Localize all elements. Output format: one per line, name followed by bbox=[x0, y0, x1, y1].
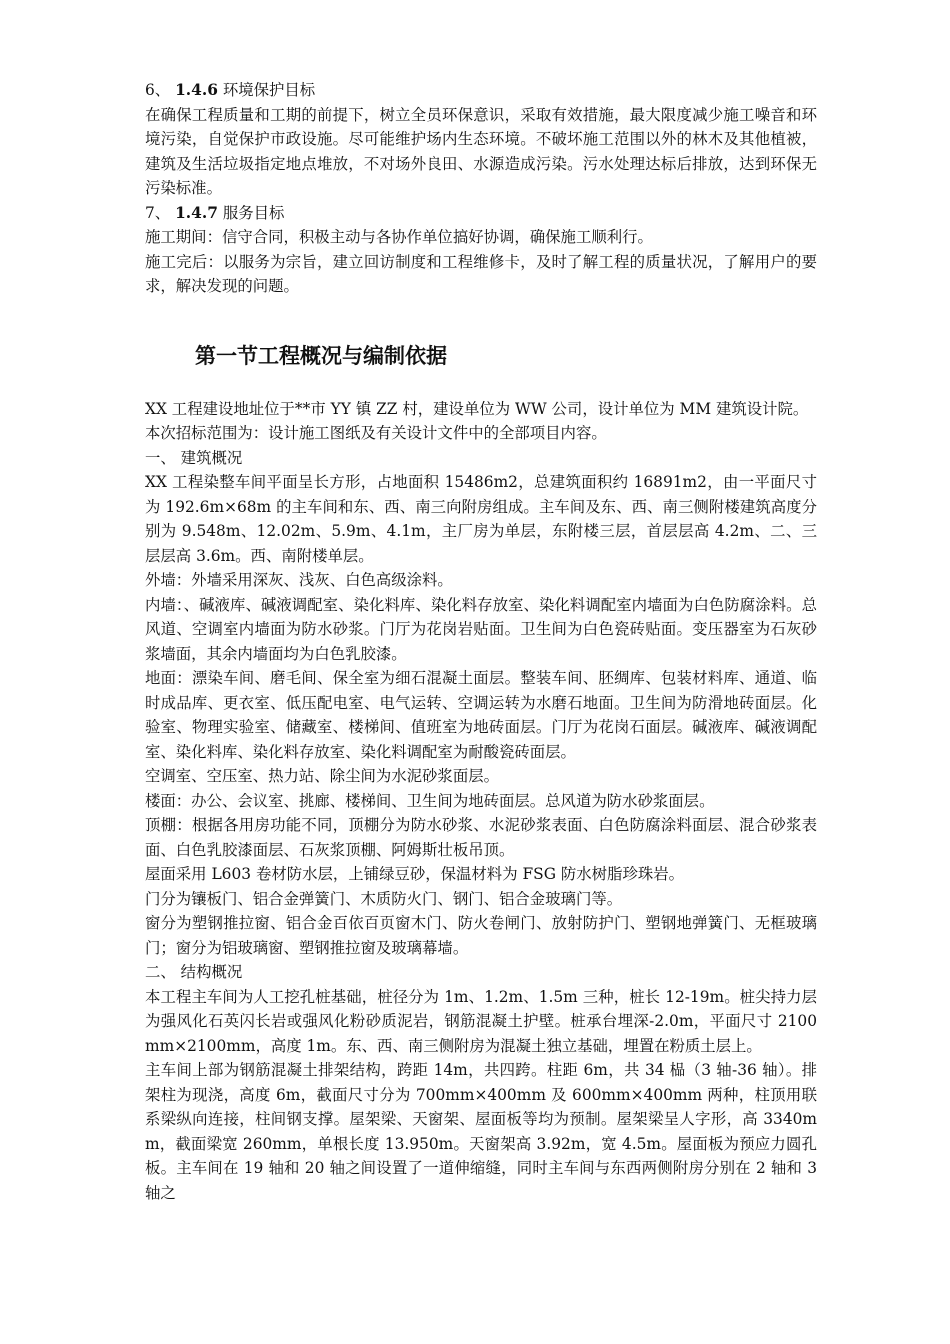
heading-number: 6、 bbox=[145, 81, 171, 99]
paragraph-location: XX 工程建设地址位于**市 YY 镇 ZZ 村，建设单位为 WW 公司，设计单位为 MM 建筑设计院。 bbox=[145, 399, 809, 418]
heading-number: 7、 bbox=[145, 203, 171, 222]
heading-1-4-6 bbox=[145, 78, 817, 103]
spacer bbox=[145, 299, 817, 341]
subheading-architecture: 一、 建筑概况 bbox=[145, 448, 243, 467]
paragraph-environment: 在确保工程质量和工期的前提下，树立全员环保意识，采取有效措施，最大限度减少施工噪音和环境污染，自觉保护市政设施。尽可能维护场内生态环境。不破坏施工范围以外的林木及其他植被，建筑及生活垃圾指定地点堆放，不对场外良田、水源造成污染。污水处理达标后排放，达到环保无污染标准。 bbox=[145, 105, 817, 197]
subheading-structure: 二、 结构概况 bbox=[145, 963, 243, 981]
paragraph-aircon-rooms: 空调室、空压室、热力站、除尘间为水泥砂浆面层。 bbox=[145, 767, 499, 785]
paragraph-roof: 屋面采用 L603 卷材防水层，上铺绿豆砂，保温材料为 FSG 防水树脂珍珠岩。 bbox=[145, 865, 685, 883]
heading-code: 1.4.7 bbox=[175, 203, 218, 222]
paragraph-service-during: 施工期间：信守合同，积极主动与各协作单位搞好协调，确保施工顺利行。 bbox=[145, 228, 653, 246]
paragraph-windows: 窗分为塑钢推拉窗、铝合金百依百页窗木门、防火卷闸门、放射防护门、塑钢地弹簧门、无框玻璃门；窗分为铝玻璃窗、塑钢推拉窗及玻璃幕墙。 bbox=[145, 914, 817, 957]
paragraph-scope: 本次招标范围为：设计施工图纸及有关设计文件中的全部项目内容。 bbox=[145, 424, 607, 442]
paragraph-superstructure: 主车间上部为钢筋混凝土排架结构，跨距 14m，共四跨。柱距 6m，共 34 榀（3 轴-36 轴）。排架柱为现浇，高度 6m，截面尺寸分为 700mm×400mm 及 600mm×400mm 两种，柱顶用联系梁纵向连接，柱间钢支撑。屋架梁、天窗架、屋面板等均为预制。屋架梁呈人字形，高 3340mm，截面梁宽 260mm，单根长度 13.950m。天窗架高 3.92m，宽 4.5m。屋面板为预应力圆孔板。主车间在 19 轴和 20 轴之间设置了一道伸缩缝，同时主车间与东西两侧附房分别在 2 轴和 3 轴之 bbox=[145, 1061, 817, 1202]
heading-title: 环境保护目标 bbox=[222, 81, 316, 99]
paragraph-doors: 门分为镶板门、铝合金弹簧门、木质防火门、钢门、铝合金玻璃门等。 bbox=[145, 889, 623, 908]
paragraph-outer-wall: 外墙：外墙采用深灰、浅灰、白色高级涂料。 bbox=[145, 571, 453, 589]
heading-code: 1.4.6 bbox=[175, 81, 218, 99]
paragraph-architecture: XX 工程染整车间平面呈长方形，占地面积 15486m2，总建筑面积约 16891m2，由一平面尺寸为 192.6m×68m 的主车间和东、西、南三向附房组成。主车间及东、西、南三侧附楼建筑高度分别为 9.548m、12.02m、5.9m、4.1m，主厂房为单层，东附楼三层，首层层高 4.2m、二、三层层高 3.6m。西、南附楼单层。 bbox=[145, 473, 817, 565]
paragraph-storey-floor: 楼面：办公、会议室、挑廊、楼梯间、卫生间为地砖面层。总风道为防水砂浆面层。 bbox=[145, 791, 715, 810]
paragraph-ceiling: 顶棚：根据各用房功能不同，顶棚分为防水砂浆、水泥砂浆表面、白色防腐涂料面层、混合砂浆表面、白色乳胶漆面层、石灰浆顶棚、阿姆斯壮板吊顶。 bbox=[145, 816, 817, 859]
section-title: 第一节工程概况与编制依据 bbox=[195, 343, 447, 368]
paragraph-inner-wall: 内墙：、碱液库、碱液调配室、染化料库、染化料存放室、染化料调配室内墙面为白色防腐涂料。总风道、空调室内墙面为防水砂浆。门厅为花岗岩贴面。卫生间为白色瓷砖贴面。变压器室为石灰砂浆墙面，其余内墙面均为白色乳胶漆。 bbox=[145, 595, 817, 663]
document-page bbox=[145, 78, 817, 1205]
paragraph-floor: 地面：漂染车间、磨毛间、保全室为细石混凝土面层。整装车间、胚绸库、包装材料库、通道、临时成品库、更衣室、低压配电室、电气运转、空调运转为水磨石地面。卫生间为防滑地砖面层。化验室、物理实验室、储藏室、楼梯间、值班室为地砖面层。门厅为花岗石面层。碱液库、碱液调配室、染化料库、染化料存放室、染化料调配室为耐酸瓷砖面层。 bbox=[145, 669, 817, 761]
heading-title: 服务目标 bbox=[222, 203, 285, 222]
heading-1-4-7 bbox=[145, 201, 817, 226]
paragraph-service-after: 施工完后：以服务为宗旨，建立回访制度和工程维修卡，及时了解工程的质量状况，了解用户的要求，解决发现的问题。 bbox=[145, 252, 817, 295]
paragraph-foundation: 本工程主车间为人工挖孔桩基础，桩径分为 1m、1.2m、1.5m 三种，桩长 12-19m。桩尖持力层为强风化石英闪长岩或强风化粉砂质泥岩，钢筋混凝土护壁。桩承台埋深-2.0m，平面尺寸 2100mm×2100mm，高度 1m。东、西、南三侧附房为混凝土独立基础，埋置在粉质土层上。 bbox=[145, 987, 817, 1055]
spacer bbox=[145, 371, 817, 397]
